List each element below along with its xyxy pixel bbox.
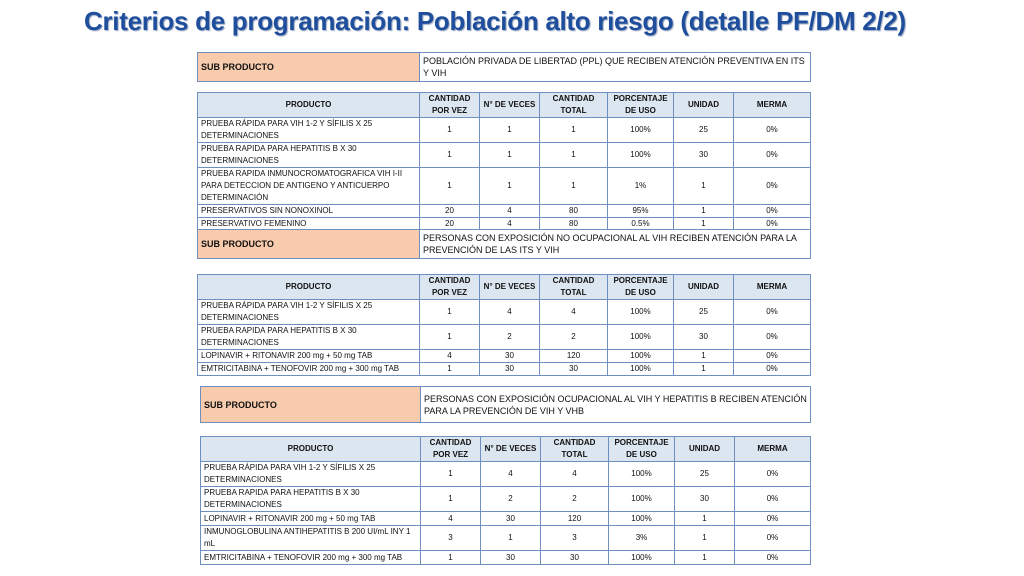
cell-merma: 0%	[734, 118, 811, 143]
sub-producto-value: PERSONAS CON EXPOSICIÓN OCUPACIONAL AL VIH Y HEPATITIS B RECIBEN ATENCIÓN PARA LA PREVENCIÓN DE VIH Y VHB	[421, 387, 811, 423]
table-row	[198, 205, 811, 218]
cell-unidad: 25	[674, 118, 734, 143]
cell-porcentaje: 3%	[609, 526, 675, 551]
cell-veces: 4	[480, 218, 540, 231]
header-producto: PRODUCTO	[198, 93, 420, 118]
cell-cantidad: 1	[421, 487, 481, 512]
cell-porcentaje: 100%	[609, 462, 675, 487]
cell-producto: PRUEBA RÁPIDA PARA VIH 1-2 Y SÍFILIS X 25 DETERMINACIONES	[198, 118, 420, 143]
cell-total: 4	[541, 462, 609, 487]
cell-producto: PRUEBA RAPIDA PARA HEPATITIS B X 30 DETERMINACIONES	[198, 325, 420, 350]
table-row	[198, 143, 811, 168]
cell-cantidad: 1	[420, 143, 480, 168]
cell-unidad: 25	[674, 300, 734, 325]
cell-unidad: 1	[674, 205, 734, 218]
table-row	[201, 487, 811, 512]
cell-producto: PRUEBA RÁPIDA PARA VIH 1-2 Y SÍFILIS X 25 DETERMINACIONES	[201, 462, 421, 487]
cell-merma: 0%	[735, 551, 811, 565]
cell-cantidad: 3	[421, 526, 481, 551]
cell-producto: LOPINAVIR + RITONAVIR 200 mg + 50 mg TAB	[198, 350, 420, 363]
table-row	[198, 300, 811, 325]
table-row	[201, 551, 811, 565]
header-merma: MERMA	[735, 437, 811, 462]
cell-unidad: 30	[675, 487, 735, 512]
cell-cantidad: 1	[420, 118, 480, 143]
header-cantidad-por-vez: CANTIDAD POR VEZ	[421, 437, 481, 462]
header-merma: MERMA	[734, 275, 811, 300]
table-row	[198, 325, 811, 350]
cell-veces: 2	[480, 325, 540, 350]
cell-unidad: 1	[675, 512, 735, 526]
table-row	[198, 118, 811, 143]
cell-total: 3	[541, 526, 609, 551]
cell-total: 120	[541, 512, 609, 526]
cell-merma: 0%	[734, 300, 811, 325]
cell-producto: PRUEBA RÁPIDA PARA VIH 1-2 Y SÍFILIS X 25 DETERMINACIONES	[198, 300, 420, 325]
cell-porcentaje: 100%	[608, 350, 674, 363]
cell-total: 2	[541, 487, 609, 512]
cell-veces: 30	[481, 512, 541, 526]
cell-merma: 0%	[734, 363, 811, 376]
cell-merma: 0%	[734, 350, 811, 363]
header-cantidad-total: CANTIDAD TOTAL	[541, 437, 609, 462]
product-table-3	[200, 436, 811, 565]
cell-veces: 1	[481, 526, 541, 551]
cell-veces: 30	[481, 551, 541, 565]
cell-cantidad: 20	[420, 218, 480, 231]
cell-total: 1	[540, 168, 608, 205]
header-cantidad-por-vez: CANTIDAD POR VEZ	[420, 93, 480, 118]
header-producto: PRODUCTO	[201, 437, 421, 462]
table-header	[198, 275, 811, 300]
cell-producto: PRUEBA RAPIDA PARA HEPATITIS B X 30 DETERMINACIONES	[201, 487, 421, 512]
header-n-veces: N° DE VECES	[481, 437, 541, 462]
cell-veces: 1	[480, 118, 540, 143]
cell-producto: EMTRICITABINA + TENOFOVIR 200 mg + 300 mg TAB	[201, 551, 421, 565]
header-unidad: UNIDAD	[674, 93, 734, 118]
header-n-veces: N° DE VECES	[480, 93, 540, 118]
cell-producto: PRESERVATIVOS SIN NONOXINOL	[198, 205, 420, 218]
cell-veces: 4	[480, 205, 540, 218]
cell-total: 4	[540, 300, 608, 325]
cell-merma: 0%	[735, 462, 811, 487]
cell-total: 30	[540, 363, 608, 376]
cell-unidad: 1	[674, 168, 734, 205]
cell-unidad: 1	[674, 363, 734, 376]
cell-cantidad: 4	[421, 512, 481, 526]
sub-producto-label: SUB PRODUCTO	[198, 53, 420, 82]
cell-producto: PRUEBA RAPIDA INMUNOCROMATOGRAFICA VIH I-II PARA DETECCION DE ANTIGENO Y ANTICUERPO DETERMINACIÓN	[198, 168, 420, 205]
cell-unidad: 25	[675, 462, 735, 487]
sub-producto-value: POBLACIÓN PRIVADA DE LIBERTAD (PPL) QUE RECIBEN ATENCIÓN PREVENTIVA EN ITS Y VIH	[420, 53, 811, 82]
header-porcentaje-uso: PORCENTAJE DE USO	[608, 93, 674, 118]
cell-veces: 30	[480, 363, 540, 376]
cell-total: 1	[540, 143, 608, 168]
cell-porcentaje: 100%	[608, 363, 674, 376]
cell-merma: 0%	[734, 218, 811, 231]
cell-porcentaje: 100%	[609, 551, 675, 565]
cell-total: 30	[541, 551, 609, 565]
cell-cantidad: 1	[421, 462, 481, 487]
cell-veces: 30	[480, 350, 540, 363]
header-unidad: UNIDAD	[675, 437, 735, 462]
table-row	[201, 526, 811, 551]
cell-veces: 1	[480, 143, 540, 168]
cell-veces: 1	[480, 168, 540, 205]
cell-total: 2	[540, 325, 608, 350]
cell-producto: PRUEBA RAPIDA PARA HEPATITIS B X 30 DETERMINACIONES	[198, 143, 420, 168]
cell-cantidad: 20	[420, 205, 480, 218]
cell-total: 80	[540, 218, 608, 231]
cell-porcentaje: 100%	[608, 143, 674, 168]
cell-cantidad: 4	[420, 350, 480, 363]
sub-producto-table-3	[200, 386, 811, 423]
header-cantidad-por-vez: CANTIDAD POR VEZ	[420, 275, 480, 300]
header-porcentaje-uso: PORCENTAJE DE USO	[608, 275, 674, 300]
header-cantidad-total: CANTIDAD TOTAL	[540, 275, 608, 300]
sub-producto-value: PERSONAS CON EXPOSICIÓN NO OCUPACIONAL AL VIH RECIBEN ATENCIÓN PARA LA PREVENCIÓN DE LAS ITS Y VIH	[420, 230, 811, 259]
cell-porcentaje: 0.5%	[608, 218, 674, 231]
table-row	[198, 363, 811, 376]
cell-porcentaje: 95%	[608, 205, 674, 218]
table-row	[198, 168, 811, 205]
sub-producto-label: SUB PRODUCTO	[201, 387, 421, 423]
cell-porcentaje: 100%	[608, 325, 674, 350]
cell-merma: 0%	[734, 143, 811, 168]
page-title: Criterios de programación: Población alto riesgo (detalle PF/DM 2/2)	[84, 6, 906, 36]
product-table-2	[197, 274, 811, 376]
cell-total: 80	[540, 205, 608, 218]
sub-producto-label: SUB PRODUCTO	[198, 230, 420, 259]
cell-producto: LOPINAVIR + RITONAVIR 200 mg + 50 mg TAB	[201, 512, 421, 526]
table-header	[201, 437, 811, 462]
table-row	[201, 462, 811, 487]
header-producto: PRODUCTO	[198, 275, 420, 300]
cell-cantidad: 1	[421, 551, 481, 565]
cell-unidad: 1	[675, 551, 735, 565]
cell-veces: 4	[480, 300, 540, 325]
cell-merma: 0%	[734, 325, 811, 350]
cell-porcentaje: 100%	[609, 487, 675, 512]
cell-unidad: 1	[674, 350, 734, 363]
cell-cantidad: 1	[420, 363, 480, 376]
cell-cantidad: 1	[420, 300, 480, 325]
cell-total: 120	[540, 350, 608, 363]
cell-merma: 0%	[734, 205, 811, 218]
cell-producto: PRESERVATIVO FEMENINO	[198, 218, 420, 231]
cell-porcentaje: 100%	[609, 512, 675, 526]
header-unidad: UNIDAD	[674, 275, 734, 300]
product-table-1	[197, 92, 811, 231]
cell-producto: EMTRICITABINA + TENOFOVIR 200 mg + 300 mg TAB	[198, 363, 420, 376]
cell-unidad: 1	[675, 526, 735, 551]
header-cantidad-total: CANTIDAD TOTAL	[540, 93, 608, 118]
cell-porcentaje: 100%	[608, 300, 674, 325]
cell-merma: 0%	[734, 168, 811, 205]
cell-porcentaje: 1%	[608, 168, 674, 205]
header-porcentaje-uso: PORCENTAJE DE USO	[609, 437, 675, 462]
table-header	[198, 93, 811, 118]
cell-producto: INMUNOGLOBULINA ANTIHEPATITIS B 200 UI/mL INY 1 mL	[201, 526, 421, 551]
cell-veces: 4	[481, 462, 541, 487]
sub-producto-table-2	[197, 229, 811, 259]
cell-merma: 0%	[735, 487, 811, 512]
header-merma: MERMA	[734, 93, 811, 118]
cell-unidad: 30	[674, 325, 734, 350]
cell-porcentaje: 100%	[608, 118, 674, 143]
cell-merma: 0%	[735, 512, 811, 526]
header-n-veces: N° DE VECES	[480, 275, 540, 300]
cell-unidad: 1	[674, 218, 734, 231]
cell-veces: 2	[481, 487, 541, 512]
table-row	[201, 512, 811, 526]
cell-total: 1	[540, 118, 608, 143]
cell-cantidad: 1	[420, 168, 480, 205]
sub-producto-table-1	[197, 52, 811, 82]
cell-merma: 0%	[735, 526, 811, 551]
cell-cantidad: 1	[420, 325, 480, 350]
table-row	[198, 350, 811, 363]
cell-unidad: 30	[674, 143, 734, 168]
